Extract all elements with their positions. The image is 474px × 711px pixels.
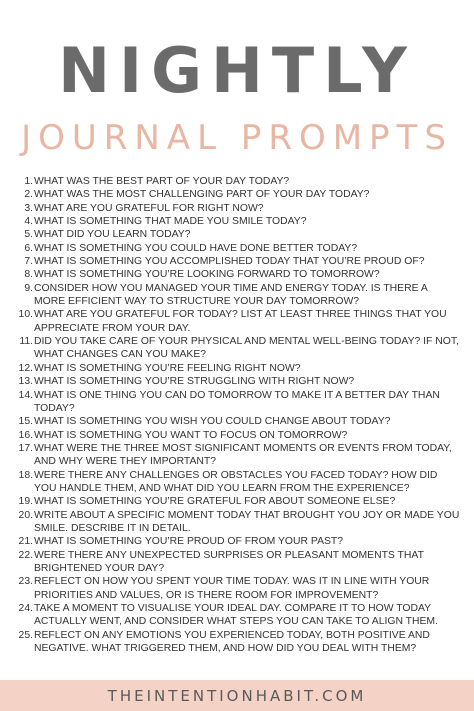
list-item [12, 549, 460, 576]
list-item [12, 362, 460, 375]
page-title: NIGHTLY [58, 34, 416, 107]
prompt-text: REFLECT ON ANY EMOTIONS YOU EXPERIENCED TODAY, BOTH POSITIVE AND NEGATIVE. WHAT TRIGGERED THEM, AND HOW DID YOU DEAL WITH THEM? [34, 629, 430, 655]
prompt-text: WERE THERE ANY UNEXPECTED SURPRISES OR PLEASANT MOMENTS THAT BRIGHTENED YOUR DAY? [34, 549, 424, 574]
prompt-text: WHAT IS SOMETHING YOU WISH YOU COULD CHANGE ABOUT TODAY? [34, 416, 391, 428]
prompt-list [12, 175, 460, 655]
prompt-number: 15. [18, 416, 33, 428]
prompt-text: WHAT WAS THE MOST CHALLENGING PART OF YOUR DAY TODAY? [34, 189, 370, 201]
prompt-text: WHAT WERE THE THREE MOST SIGNIFICANT MOMENTS OR EVENTS FROM TODAY, AND WHY WERE THEY IMPORTANT? [34, 442, 452, 468]
prompt-number: 14. [18, 389, 33, 401]
list-item [12, 242, 460, 255]
prompt-number: 1. [24, 176, 33, 187]
prompt-number: 20. [18, 509, 33, 521]
prompt-number: 2. [24, 189, 33, 201]
prompt-number: 17. [18, 442, 33, 454]
prompt-text: WHAT ARE YOU GRATEFUL FOR RIGHT NOW? [34, 202, 264, 214]
list-item [12, 308, 460, 335]
prompt-text: CONSIDER HOW YOU MANAGED YOUR TIME AND ENERGY TODAY. IS THERE A MORE EFFICIENT WAY TO STRUCTURE YOUR DAY TOMORROW? [34, 282, 428, 308]
prompt-number: 10. [18, 309, 33, 321]
list-item [12, 469, 460, 496]
footer-band [0, 680, 474, 711]
prompt-number: 19. [18, 496, 33, 508]
list-item [12, 429, 460, 442]
prompt-number: 4. [24, 216, 33, 228]
list-item [12, 175, 460, 188]
list-item [12, 602, 460, 629]
page-subtitle: JOURNAL PROMPTS [21, 118, 453, 158]
prompt-number: 12. [18, 362, 33, 374]
prompt-number: 5. [24, 229, 33, 241]
prompt-text: REFLECT ON HOW YOU SPENT YOUR TIME TODAY. WAS IT IN LINE WITH YOUR PRIORITIES AND VALUES, OR IS THERE ROOM FOR IMPROVEMENT? [34, 576, 430, 601]
prompt-text: WHAT IS SOMETHING YOU ACCOMPLISHED TODAY THAT YOU’RE PROUD OF? [34, 256, 425, 268]
prompt-text: WHAT IS SOMETHING YOU’RE FEELING RIGHT NOW? [34, 362, 301, 374]
list-item [12, 228, 460, 241]
prompt-text: WHAT IS SOMETHING YOU’RE GRATEFUL FOR ABOUT SOMEONE ELSE? [34, 496, 396, 508]
prompt-number: 9. [24, 282, 33, 294]
list-item [12, 188, 460, 201]
prompt-text: WHAT ARE YOU GRATEFUL FOR TODAY? LIST AT LEAST THREE THINGS THAT YOU APPRECIATE FROM YOUR DAY. [34, 309, 447, 334]
list-item [12, 509, 460, 536]
prompt-text: WHAT IS SOMETHING YOU’RE LOOKING FORWARD TO TOMORROW? [34, 269, 380, 281]
list-item [12, 215, 460, 228]
prompt-text: WRITE ABOUT A SPECIFIC MOMENT TODAY THAT BROUGHT YOU JOY OR MADE YOU SMILE. DESCRIBE IT IN DETAIL. [34, 509, 460, 534]
prompt-number: 23. [18, 576, 33, 588]
prompt-text: WHAT WAS THE BEST PART OF YOUR DAY TODAY? [34, 176, 290, 187]
list-item [12, 255, 460, 268]
prompt-number: 22. [18, 549, 33, 561]
prompt-number: 13. [18, 376, 33, 388]
website-label: THEINTENTIONHABIT.COM [107, 686, 367, 705]
prompt-number: 24. [18, 603, 33, 614]
prompt-number: 11. [19, 336, 33, 348]
prompt-number: 16. [18, 429, 33, 441]
list-item [12, 629, 460, 656]
prompt-number: 6. [24, 242, 33, 254]
prompt-text: WHAT IS SOMETHING THAT MADE YOU SMILE TODAY? [34, 216, 307, 228]
prompt-text: WHAT IS SOMETHING YOU WANT TO FOCUS ON TOMORROW? [34, 429, 348, 441]
prompt-number: 7. [24, 256, 33, 268]
prompt-text: WHAT IS SOMETHING YOU’RE STRUGGLING WITH RIGHT NOW? [34, 376, 355, 388]
prompt-text: WHAT IS ONE THING YOU CAN DO TOMORROW TO MAKE IT A BETTER DAY THAN TODAY? [34, 389, 440, 414]
list-item [12, 535, 460, 548]
list-item [12, 202, 460, 215]
prompt-number: 21. [18, 536, 33, 548]
prompt-text: TAKE A MOMENT TO VISUALISE YOUR IDEAL DAY. COMPARE IT TO HOW TODAY ACTUALLY WENT, AND CONSIDER WHAT STEPS YOU CAN TAKE TO ALIGN THEM. [34, 603, 438, 628]
list-item [12, 415, 460, 428]
prompt-text: WHAT IS SOMETHING YOU’RE PROUD OF FROM YOUR PAST? [34, 536, 344, 548]
list-item [12, 389, 460, 416]
prompt-text: DID YOU TAKE CARE OF YOUR PHYSICAL AND MENTAL WELL-BEING TODAY? IF NOT, WHAT CHANGES CAN YOU MAKE? [34, 336, 459, 361]
prompt-number: 25. [18, 629, 33, 641]
prompt-text: WHAT IS SOMETHING YOU COULD HAVE DONE BETTER TODAY? [34, 242, 358, 254]
prompt-text: WERE THERE ANY CHALLENGES OR OBSTACLES YOU FACED TODAY? HOW DID YOU HANDLE THEM, AND WHAT DID YOU LEARN FROM THE EXPERIENCE? [34, 469, 438, 494]
list-item [12, 495, 460, 508]
prompt-number: 3. [24, 202, 33, 214]
list-item [12, 442, 460, 469]
list-item [12, 268, 460, 281]
list-item [12, 575, 460, 602]
prompt-number: 8. [24, 269, 33, 281]
prompt-text: WHAT DID YOU LEARN TODAY? [34, 229, 191, 241]
list-item [12, 282, 460, 309]
prompt-number: 18. [18, 469, 33, 481]
list-item [12, 335, 460, 362]
list-item [12, 375, 460, 388]
